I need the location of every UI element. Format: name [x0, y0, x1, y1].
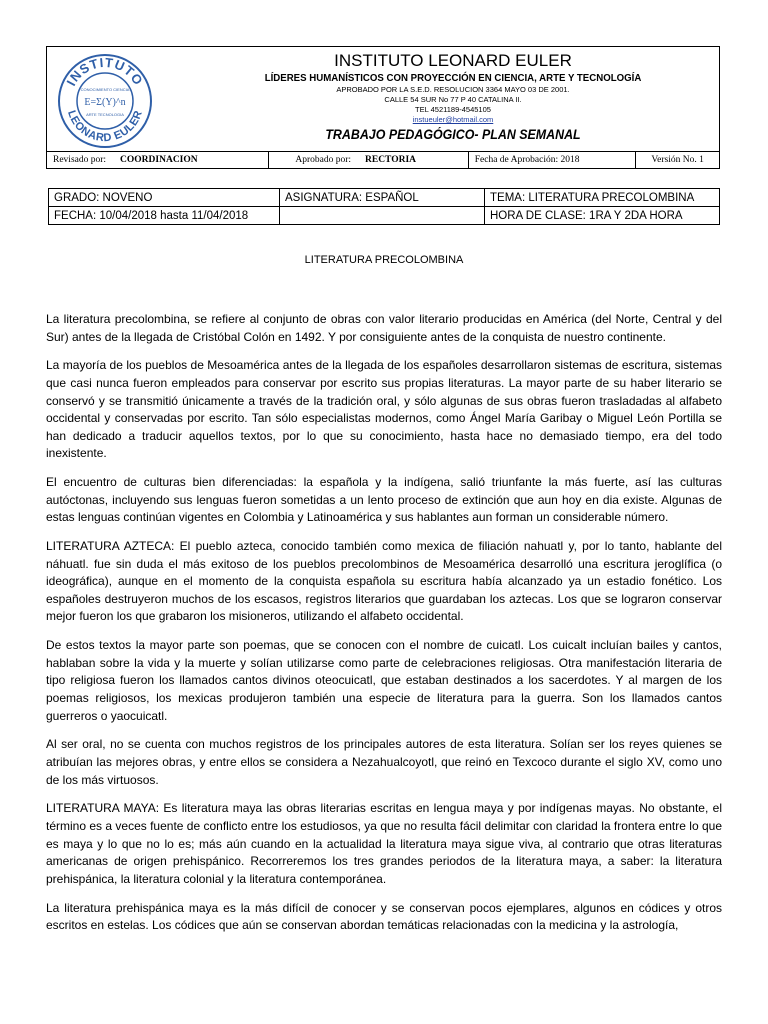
revisado-value: COORDINACION — [120, 155, 198, 165]
svg-text:INSTITUTO — [63, 55, 146, 88]
logo-inner-top-text: CONOCIMIENTO CIENCIA — [80, 87, 130, 92]
paragraph: El encuentro de culturas bien diferenciadas: la española y la indígena, salió triunfante la más fuerte, así las culturas autóctonas, incluyendo sus lenguas fueron sometidas a un lento proceso de extinción que aun hoy en dia existe. Algunas de estas lenguas continúan vigentes en Colombia y Latinoamérica y sus hablantes aun forman un considerable número. — [46, 475, 722, 525]
version-text: Versión No. 1 — [651, 155, 704, 165]
document-title: LITERATURA PRECOLOMBINA — [304, 254, 464, 266]
document-header — [46, 46, 720, 152]
aprobado-cell — [269, 152, 468, 168]
asignatura-cell: ASIGNATURA: ESPAÑOL — [280, 189, 485, 207]
logo-ring-top-text: INSTITUTO — [63, 54, 147, 89]
institution-name: INSTITUTO LEONARD EULER — [334, 51, 572, 70]
logo-formula: E=Σ(Y)^n — [84, 97, 126, 108]
revisado-label: Revisado por: — [53, 155, 107, 165]
email-link[interactable]: instueuler@hotmail.com — [412, 115, 494, 124]
paragraph: De estos textos la mayor parte son poemas, que se conocen con el nombre de cuicatl. Los cuicalt incluían bailes y cantos, hablaban sobre la vida y la muerte y solían utilizarse como parte de celebraciones religiosas. Otra manifestación literaria de tipo religiosa fueron los llamados cantos divinos oteocuicatl, que estaban destinados a los sacerdotes. Y al margen de los poemas religiosos, los mexicas produjeron también una especie de literatura para la guerra. Son los llamados cantos guerreros o yaocuicatl. — [46, 638, 722, 723]
paragraph: LITERATURA MAYA: Es literatura maya las obras literarias escritas en lengua maya y por indígenas mayas. No obstante, el término es a veces fuente de conflicto entre los estudiosos, ya que no resulta fácil delimitar con claridad la frontera entre lo que es maya y lo que no lo es; más aún cuando en la actualidad la literatura maya sigue viva, al contrario que otras literaturas americanas de origen prehispánico. Recorreremos los tres grandes periodos de la literatura maya, a saber: la literatura prehispánica, la literatura colonial y la literatura contemporánea. — [46, 801, 722, 886]
tema-cell: TEMA: LITERATURA PRECOLOMBINA — [485, 189, 720, 207]
paragraph: La mayoría de los pueblos de Mesoamérica antes de la llegada de los españoles desarrollaron sistemas de escritura, sistemas que casi nunca fueron empleados para conservar por escrito sus propias literaturas. La mayor parte de su haber literario se conservó y se transmitió únicamente a través de la tradición oral, y sólo algunas de sus obras fueron trasladadas al alfabeto occidental y conservadas por escrito. Tan sólo especialistas modernos, como Ángel María Garibay o Miguel León Portilla se han dedicado a traducir aquellos textos, por lo que su conocimiento, hasta hace no demasiado tiempo, era del todo inexistente. — [46, 358, 722, 461]
aprobado-value: RECTORIA — [365, 155, 417, 165]
logo-ring-bottom-text: LEONARD EULER — [65, 108, 146, 145]
logo-inner-bottom-text: ARTE TECNOLOGIA — [86, 112, 124, 117]
institution-logo — [57, 53, 153, 149]
address-text: CALLE 54 SUR No 77 P 40 CATALINA II. — [384, 95, 522, 104]
fecha-aprobacion: Fecha de Aprobación: 2018 — [474, 155, 580, 165]
phone-text: TEL 4521189-4545105 — [415, 105, 491, 114]
empty-cell — [280, 207, 485, 225]
hora-cell: HORA DE CLASE: 1RA Y 2DA HORA — [485, 207, 720, 225]
paragraph: La literatura precolombina, se refiere al conjunto de obras con valor literario producidas en América (del Norte, Central y del Sur) antes de la llegada de Cristóbal Colón en 1492. Y por consiguiente antes de la conquista de nuestro continente. — [46, 312, 722, 344]
plan-title: TRABAJO PEDAGÓGICO- PLAN SEMANAL — [325, 127, 581, 142]
institution-motto: LÍDERES HUMANÍSTICOS CON PROYECCIÓN EN CIENCIA, ARTE Y TECNOLOGÍA — [264, 72, 642, 84]
grado-cell: GRADO: NOVENO — [49, 189, 280, 207]
document-body — [46, 311, 722, 946]
paragraph: La literatura prehispánica maya es la más difícil de conocer y se conservan pocos ejemplares, algunos en códices y otros escritos en estelas. Los códices que aún se conservan abordan temáticas relacionadas con la medicina y la astrología, — [46, 900, 722, 933]
fecha-aprobacion-cell — [469, 152, 637, 168]
paragraph: LITERATURA AZTECA: El pueblo azteca, conocido también como mexica de filiación nahuatl y, por lo tanto, hablante del náhuatl. fue sin duda el más exitoso de los pueblos precolombinos de Mesoamérica desarrolló una escritura jeroglífica (o ideográfica), aunque en el momento de la conquista española su escritura había alcanzado ya un estadio fonético. Los españoles destruyeron muchos de los escasos, registros literarios que guardaban los aztecas. Los que se lograron conservar mejor fueron los que grabaron los misioneros, utilizando el alfabeto occidental. — [46, 539, 722, 624]
version-cell — [636, 152, 719, 168]
resolution-text: APROBADO POR LA S.E.D. RESOLUCION 3364 MAYO 03 DE 2001. — [336, 85, 570, 94]
paragraph: Al ser oral, no se cuenta con muchos registros de los principales autores de esta literatura. Solían ser los reyes quienes se atribuían las mejores obras, y entre ellos se considera a Nezahualcoyotl, que reinó en Texcoco durante el siglo XV, como uno de los más virtuosos. — [46, 737, 722, 787]
revisado-cell — [47, 152, 269, 168]
fecha-cell: FECHA: 10/04/2018 hasta 11/04/2018 — [49, 207, 280, 225]
approval-row — [46, 152, 720, 169]
class-info-table — [48, 188, 720, 225]
aprobado-label: Aprobado por: — [295, 155, 351, 165]
header-text-block — [187, 49, 719, 143]
